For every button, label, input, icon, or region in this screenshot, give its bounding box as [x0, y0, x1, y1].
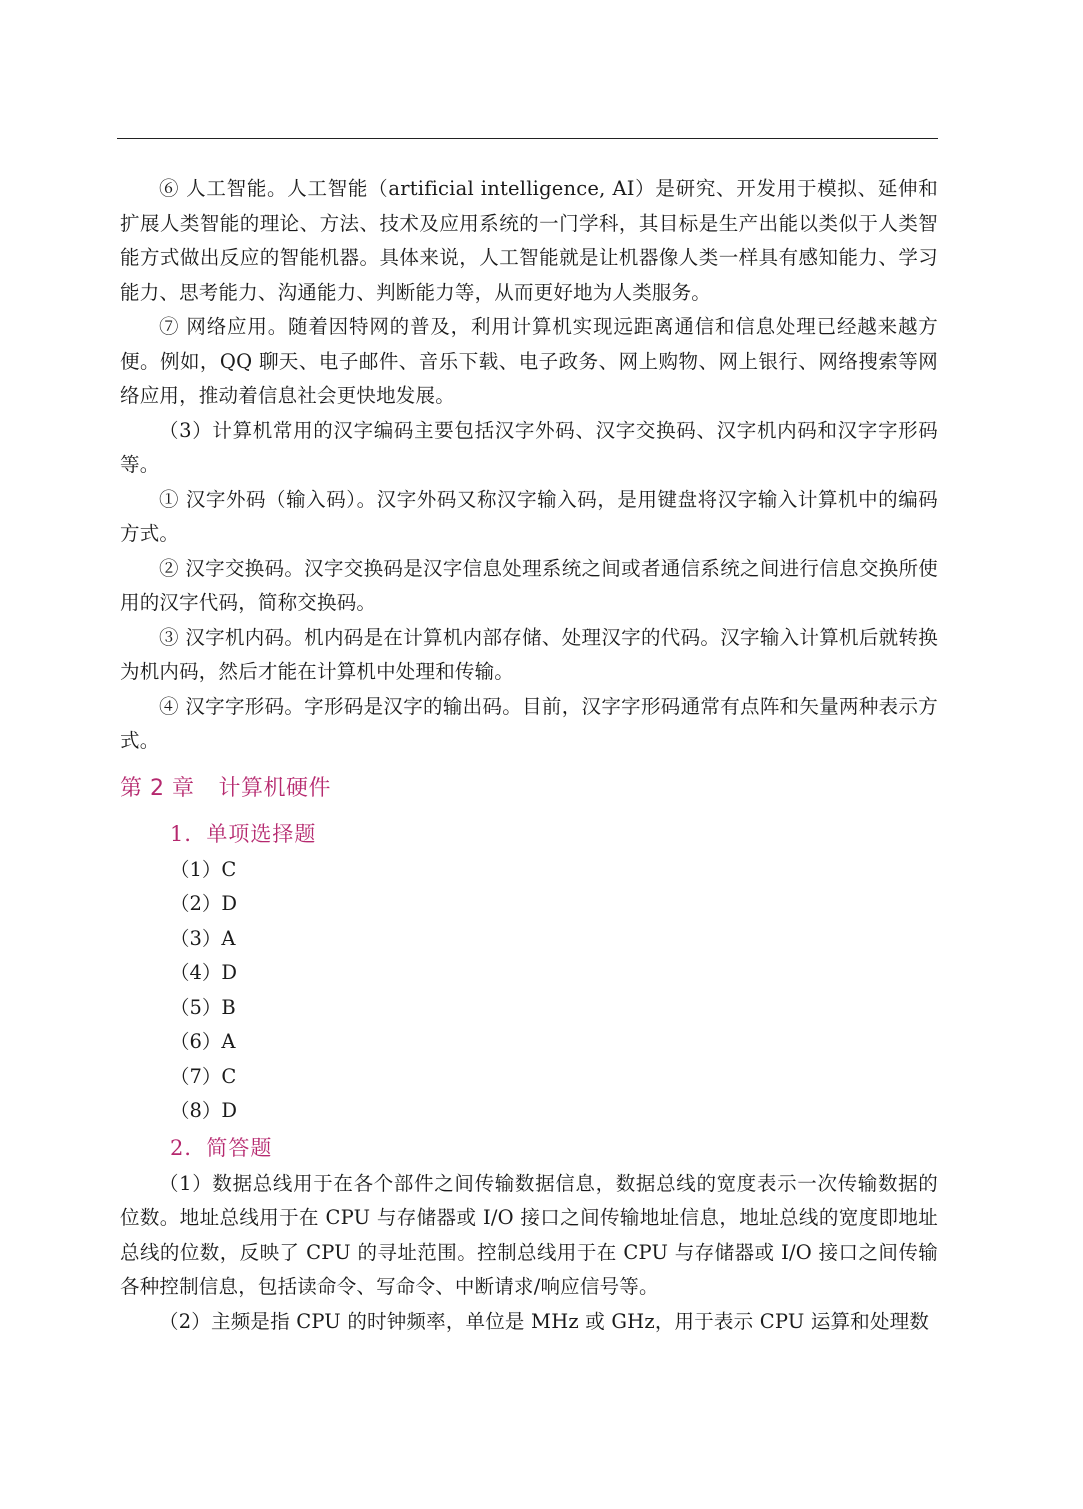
paragraph-ai: ⑥ 人工智能。人工智能（artificial intelligence, AI）是研究、开发用于模拟、延伸和扩展人类智能的理论、方法、技术及应用系统的一门学科，其目标是生产出能以类似于人类智能方式做出反应的智能机器。具体来说，人工智能就是让机器像人类一样具有感知能力、学习能力、思考能力、沟通能力、判断能力等，从而更好地为人类服务。 — [120, 177, 938, 304]
answer-item: （5）B — [170, 995, 236, 1019]
answer-item: （6）A — [170, 1030, 236, 1053]
answer-item: （3）A — [170, 926, 236, 950]
paragraph-frequency: （2）主频是指 CPU 的时钟频率，单位是 MHz 或 GHz，用于表示 CPU 运算和处理数 — [159, 1309, 930, 1333]
header-rule — [117, 138, 938, 139]
page-body — [120, 172, 938, 1339]
answer-item: （7）C — [170, 1064, 237, 1088]
answer-item: （8）D — [170, 1099, 238, 1122]
answer-item: （1）C — [170, 857, 237, 881]
answer-item: （2）D — [170, 892, 238, 915]
paragraph-exchange-code: ② 汉字交换码。汉字交换码是汉字信息处理系统之间或者通信系统之间进行信息交换所使用的汉字代码，简称交换码。 — [120, 556, 938, 614]
chapter-heading — [120, 769, 938, 809]
answer-item: （4）D — [170, 961, 238, 984]
paragraph-inner-code: ③ 汉字机内码。机内码是在计算机内部存储、处理汉字的代码。汉字输入计算机后就转换为机内码，然后才能在计算机中处理和传输。 — [120, 625, 938, 683]
paragraph-encoding: （3）计算机常用的汉字编码主要包括汉字外码、汉字交换码、汉字机内码和汉字字形码等。 — [120, 418, 938, 476]
paragraph-network: ⑦ 网络应用。随着因特网的普及，利用计算机实现远距离通信和信息处理已经越来越方便。例如，QQ 聊天、电子邮件、音乐下载、电子政务、网上购物、网上银行、网络搜索等网络应用，推动着信息社会更快地发展。 — [120, 315, 938, 407]
section-title-choice: 1．单项选择题 — [170, 821, 317, 846]
section-title-short-answer: 2．简答题 — [170, 1135, 273, 1160]
paragraph-glyph-code: ④ 汉字字形码。字形码是汉字的输出码。目前，汉字字形码通常有点阵和矢量两种表示方式。 — [120, 694, 938, 752]
paragraph-bus: （1）数据总线用于在各个部件之间传输数据信息，数据总线的宽度表示一次传输数据的位数。地址总线用于在 CPU 与存储器或 I/O 接口之间传输地址信息，地址总线的宽度即地址总线的位数，反映了 CPU 的寻址范围。控制总线用于在 CPU 与存储器或 I/O 接口之间传输各种控制信息，包括读命令、写命令、中断请求/响应信号等。 — [120, 1171, 938, 1298]
paragraph-outer-code: ① 汉字外码（输入码）。汉字外码又称汉字输入码，是用键盘将汉字输入计算机中的编码方式。 — [120, 487, 938, 545]
chapter-title: 计算机硬件 — [218, 775, 331, 801]
chapter-number: 第 2 章 — [120, 775, 195, 801]
